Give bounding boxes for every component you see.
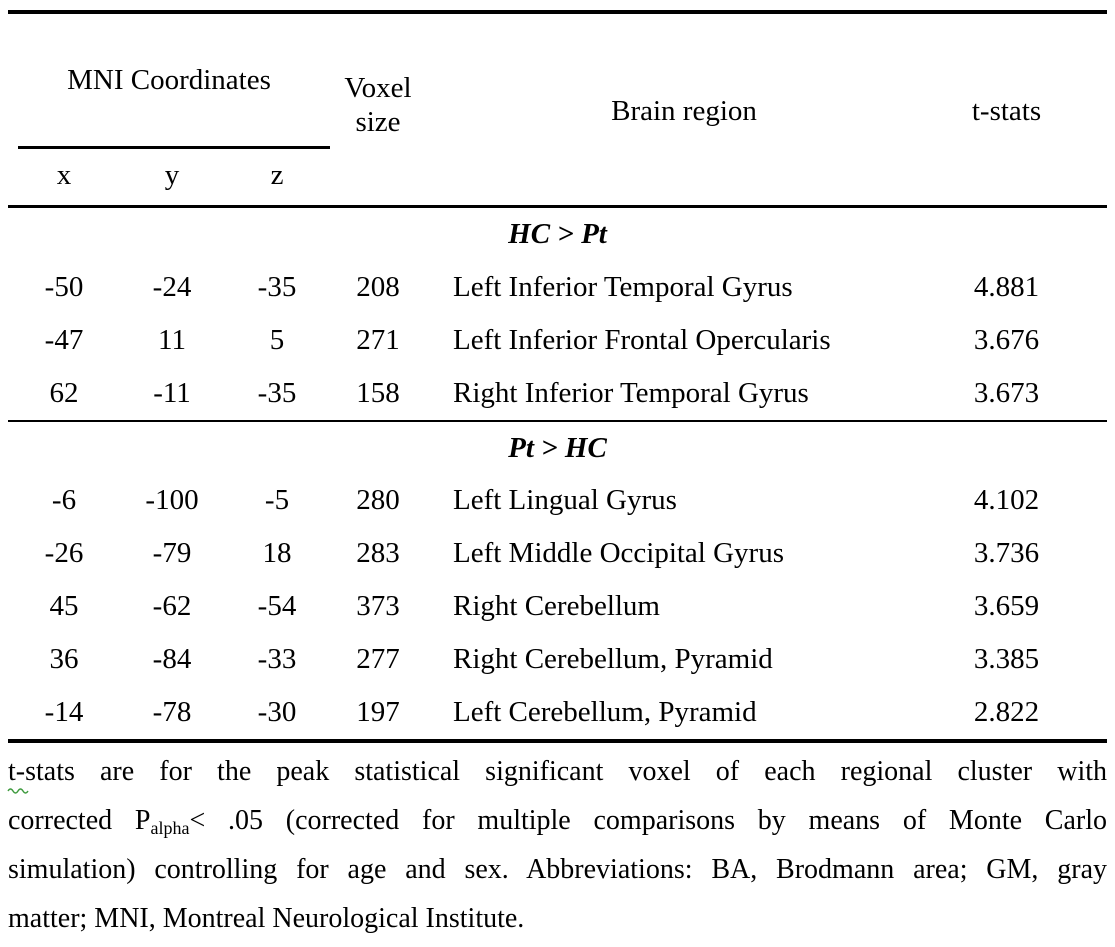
cell-z: -35: [257, 377, 297, 409]
cell-voxel: 158: [356, 377, 400, 409]
header-y: y: [164, 158, 180, 191]
cell-z: 18: [262, 537, 292, 569]
cell-t-stat: 3.676: [973, 324, 1040, 356]
cell-t-stat: 3.736: [973, 537, 1040, 569]
cell-y: -62: [152, 590, 192, 622]
cell-y: -84: [152, 643, 192, 675]
cell-brain-region: Left Lingual Gyrus: [453, 484, 677, 516]
header-x: x: [56, 158, 72, 191]
footnote-text: t-stats are for the peak statistical significant voxel of each regional cluster with: [8, 756, 1107, 787]
header-t-stats: t-stats: [971, 95, 1042, 127]
table-row: [8, 580, 1107, 633]
cell-y: 11: [158, 324, 186, 356]
cell-z: -33: [257, 643, 297, 675]
table-row: [8, 633, 1107, 686]
cell-voxel: 277: [356, 643, 400, 675]
cell-x: -14: [44, 696, 84, 728]
header-brain-region: Brain region: [611, 95, 757, 127]
header-mni-coordinates: MNI Coordinates: [67, 63, 271, 96]
header-voxel-line1: Voxel: [344, 72, 412, 104]
cell-voxel: 373: [356, 590, 400, 622]
footnote-line: [8, 849, 1107, 898]
cell-brain-region: Left Middle Occipital Gyrus: [453, 537, 784, 569]
header-voxel-size: [330, 14, 426, 205]
cell-x: -26: [44, 537, 84, 569]
table-footnote: [8, 743, 1107, 947]
cell-voxel: 280: [356, 484, 400, 516]
cell-brain-region: Right Cerebellum: [453, 590, 660, 622]
cell-y: -100: [145, 484, 199, 516]
header-voxel-line2: size: [355, 106, 401, 138]
cell-brain-region: Right Inferior Temporal Gyrus: [453, 377, 809, 409]
cell-x: 45: [49, 590, 79, 622]
cell-brain-region: Right Cerebellum, Pyramid: [453, 643, 773, 675]
cell-z: -30: [257, 696, 297, 728]
cell-voxel: 208: [356, 271, 400, 303]
cell-brain-region: Left Inferior Frontal Opercularis: [453, 324, 831, 356]
cell-y: -11: [153, 377, 191, 409]
cell-y: -78: [152, 696, 192, 728]
cell-x: 62: [49, 377, 79, 409]
footnote-line: [8, 898, 1107, 947]
cell-z: -54: [257, 590, 297, 622]
cell-x: -6: [51, 484, 77, 516]
section-title-pt-gt-hc: Pt > HC: [508, 431, 607, 464]
footnote-text: corrected P: [8, 805, 151, 836]
spellcheck-squiggle-icon: [8, 787, 28, 793]
table-row: [8, 314, 1107, 367]
cell-x: -50: [44, 271, 84, 303]
cell-y: -24: [152, 271, 192, 303]
footnote-text: simulation) controlling for age and sex. Abbreviations: BA, Brodmann area; GM, gray: [8, 854, 1107, 885]
cell-voxel: 197: [356, 696, 400, 728]
table-row: [8, 367, 1107, 420]
cell-y: -79: [152, 537, 192, 569]
table-row: [8, 686, 1107, 739]
cell-x: 36: [49, 643, 79, 675]
cell-z: -5: [264, 484, 290, 516]
cell-x: -47: [44, 324, 84, 356]
cell-z: -35: [257, 271, 297, 303]
footnote-line: [8, 800, 1107, 849]
cell-t-stat: 3.659: [973, 590, 1040, 622]
cell-brain-region: Left Inferior Temporal Gyrus: [453, 271, 793, 303]
cell-z: 5: [269, 324, 285, 356]
header-xyz-row: [8, 149, 330, 201]
cell-brain-region: Left Cerebellum, Pyramid: [453, 696, 757, 728]
header-mni-group: [8, 14, 330, 205]
table-row: [8, 474, 1107, 527]
section-title-hc-gt-pt: HC > Pt: [508, 218, 607, 250]
table-row: [8, 261, 1107, 314]
footnote-text: < .05 (corrected for multiple comparisons by means of Monte Carlo: [189, 805, 1107, 836]
footnote-text: matter; MNI, Montreal Neurological Institute.: [8, 903, 525, 934]
footnote-line: [8, 751, 1107, 800]
table-header: [8, 14, 1107, 205]
cell-t-stat: 3.673: [973, 377, 1040, 409]
cell-t-stat: 2.822: [973, 696, 1040, 728]
cell-voxel: 283: [356, 537, 400, 569]
cell-voxel: 271: [356, 324, 400, 356]
header-z: z: [270, 158, 284, 191]
cell-t-stat: 4.102: [973, 484, 1040, 516]
table-row: [8, 527, 1107, 580]
cell-t-stat: 3.385: [973, 643, 1040, 675]
cell-t-stat: 4.881: [973, 271, 1040, 303]
footnote-subscript: alpha: [150, 818, 190, 838]
